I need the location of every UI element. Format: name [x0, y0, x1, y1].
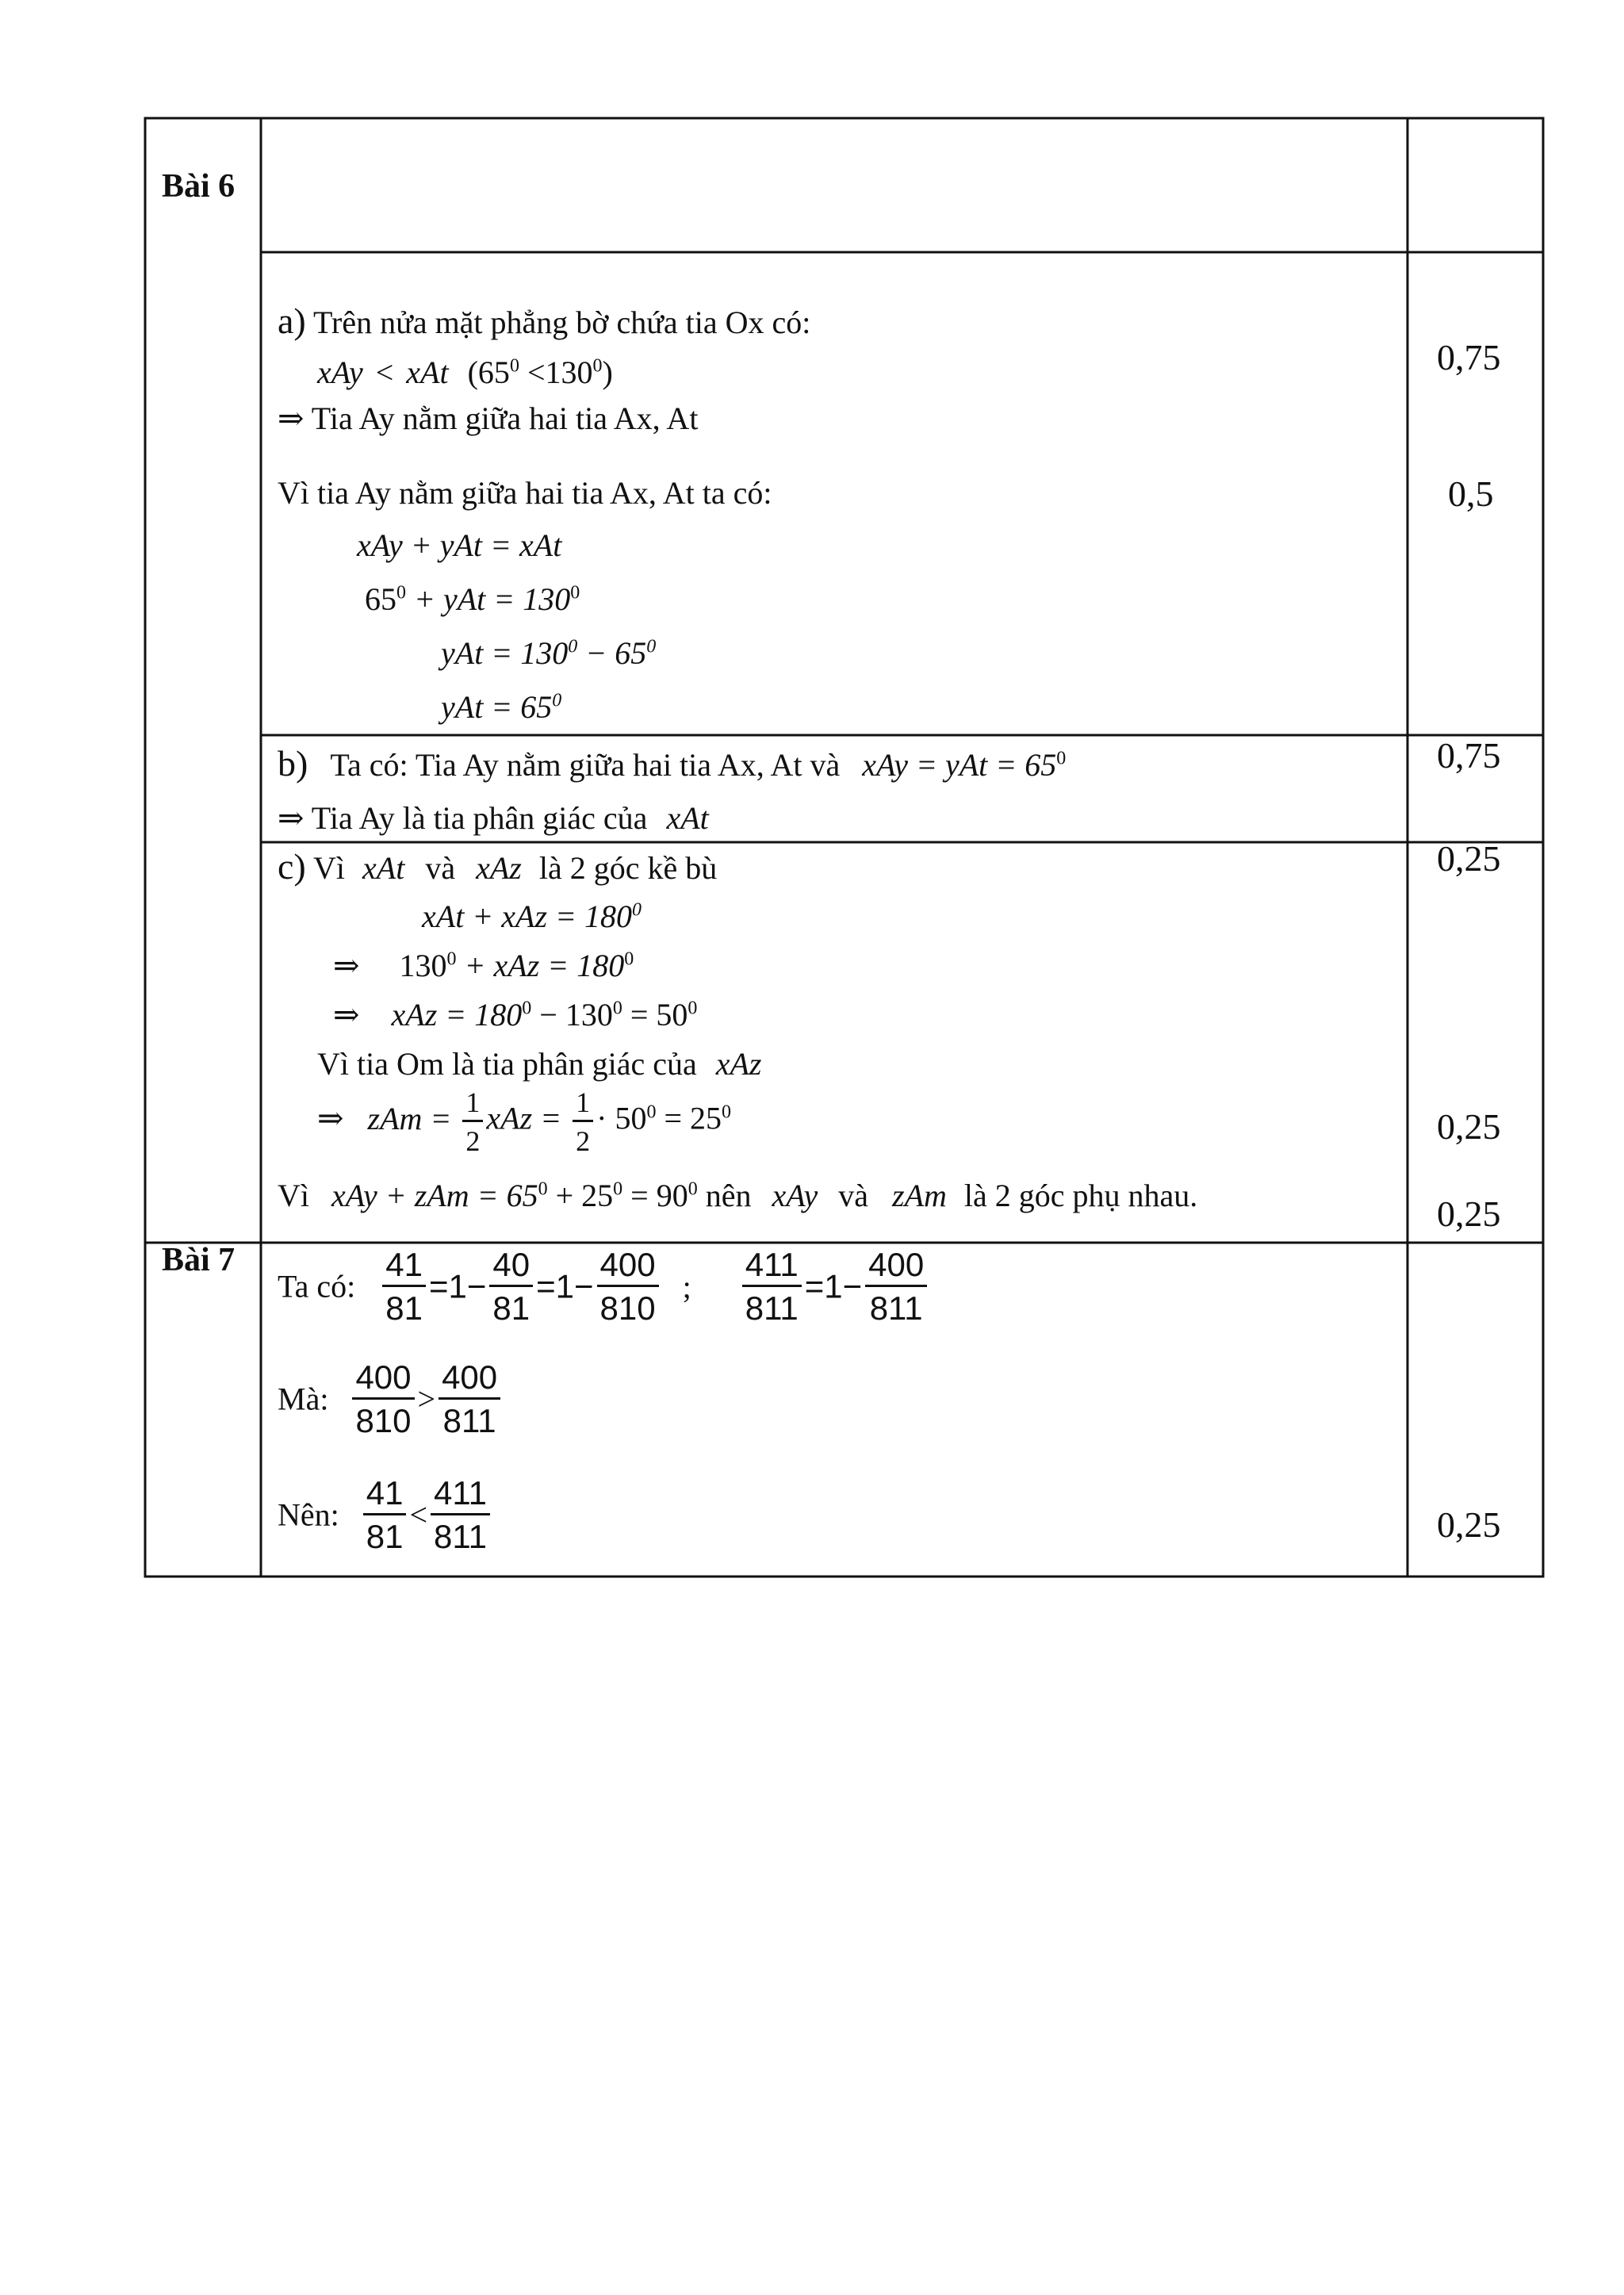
- equals-sign: =: [804, 1267, 825, 1305]
- degree-mark: 0: [552, 690, 562, 711]
- fraction-numerator: 411: [431, 1477, 490, 1515]
- degree-mark: 0: [688, 998, 698, 1019]
- fraction-denominator: 81: [366, 1518, 404, 1555]
- degree-mark: 0: [446, 948, 457, 970]
- part-c-bisector: [317, 1048, 761, 1080]
- degree-mark: 0: [522, 998, 532, 1019]
- fraction-numerator: 1: [462, 1088, 483, 1122]
- degree-mark: 0: [1056, 748, 1067, 769]
- part-c-vi: Vì: [313, 850, 346, 886]
- part-b-conclusion-text: Tia Ay là tia phân giác của: [311, 800, 648, 836]
- part-b-score: 0,75: [1437, 735, 1501, 776]
- angle-xAy: xAy: [772, 1178, 818, 1213]
- eq2-rhs: + xAz = 180: [456, 948, 625, 983]
- part-c-final: [278, 1180, 1197, 1212]
- final-nen: nên: [705, 1178, 752, 1213]
- fraction-denominator: 2: [465, 1125, 481, 1157]
- eq3-lhs: yAt = 130: [441, 635, 569, 671]
- part-a-conclusion: [278, 400, 699, 436]
- implies-arrow-icon: ⇒: [317, 1100, 344, 1136]
- degree-mark: 0: [613, 1178, 623, 1200]
- fraction-41-81: [363, 1474, 407, 1555]
- part-a-eq2: [365, 581, 580, 617]
- angle-xAz: xAz: [715, 1046, 762, 1082]
- part-a-eq1: xAy + yAt = xAt: [357, 527, 562, 563]
- angle-xAy: xAy: [317, 354, 363, 390]
- bai7-line2: [278, 1358, 504, 1439]
- fraction-one-half: [573, 1088, 593, 1155]
- part-a-prefix: a): [278, 301, 306, 341]
- digit-one: 1: [555, 1267, 575, 1305]
- fraction-denominator: 810: [355, 1402, 412, 1439]
- minus-sign: −: [466, 1267, 487, 1305]
- fraction-denominator: 811: [869, 1289, 923, 1327]
- part-c-eq3: [333, 999, 697, 1031]
- semicolon: ;: [682, 1268, 691, 1305]
- part-c-va: và: [425, 850, 456, 886]
- fraction-denominator: 2: [576, 1125, 591, 1157]
- part-c-score-2: 0,25: [1437, 1106, 1501, 1147]
- fraction-numerator: 1: [573, 1088, 593, 1122]
- final-eq-c: = 90: [622, 1178, 688, 1213]
- part-c-intro: [278, 846, 718, 887]
- fraction-one-half: [462, 1088, 483, 1155]
- eq3-result: = 50: [622, 997, 688, 1033]
- bai7-taco: Ta có:: [278, 1268, 356, 1305]
- part-b-statement: [278, 745, 1066, 782]
- implies-arrow-icon: ⇒: [333, 948, 360, 983]
- degree-mark: 0: [646, 1102, 657, 1123]
- final-vi: Vì: [278, 1178, 309, 1213]
- final-eq-b: + 25: [547, 1178, 614, 1213]
- fraction-411-811: [431, 1474, 490, 1555]
- eq2-lhs: 65: [365, 581, 396, 617]
- implies-arrow-icon: ⇒: [278, 800, 304, 836]
- final-eq-a: xAy + zAm = 65: [331, 1178, 538, 1213]
- eq2-rhs: + yAt = 130: [406, 581, 571, 617]
- eq4-text: yAt = 65: [441, 689, 553, 725]
- eq4-mid: xAz =: [486, 1100, 562, 1136]
- eq1-text: xAt + xAz = 180: [422, 898, 633, 934]
- fraction-400-811: [439, 1358, 500, 1439]
- degree-mark: 0: [570, 582, 580, 603]
- digit-one: 1: [448, 1267, 467, 1305]
- angle-zAm: zAm: [892, 1178, 947, 1213]
- part-a-inequality: [317, 354, 613, 390]
- fraction-numerator: 411: [742, 1248, 802, 1287]
- part-a-intro: [278, 303, 810, 339]
- fraction-denominator: 81: [385, 1289, 423, 1327]
- fraction-numerator: 400: [439, 1361, 500, 1400]
- degree-mark: 0: [688, 1178, 698, 1200]
- angle-xAz: xAz: [476, 850, 522, 886]
- minus-sign: −: [842, 1267, 863, 1305]
- fraction-denominator: 810: [599, 1289, 656, 1327]
- part-a-score-2: 0,5: [1448, 473, 1494, 514]
- less-than-sign: <: [375, 354, 394, 390]
- equals-sign: =: [536, 1267, 556, 1305]
- bai7-line3: [278, 1474, 493, 1555]
- angle-xAt: xAt: [362, 850, 405, 886]
- value-65: (65: [467, 354, 510, 390]
- degree-mark: 0: [624, 948, 634, 970]
- part-a-intro-text: Trên nửa mặt phẳng bờ chứa tia Ox có:: [313, 305, 811, 340]
- eq3-lhs: xAz = 180: [391, 997, 523, 1033]
- fraction-denominator: 811: [745, 1289, 799, 1327]
- fraction-400-811: [865, 1248, 927, 1325]
- fraction-411-811: [742, 1248, 802, 1325]
- part-a-eq3: [441, 635, 657, 671]
- fraction-numerator: 400: [352, 1361, 414, 1400]
- fraction-400-810: [352, 1358, 414, 1439]
- degree-mark: 0: [396, 582, 406, 603]
- fraction-numerator: 400: [865, 1248, 927, 1287]
- fraction-40-81: [489, 1248, 533, 1325]
- fraction-denominator: 811: [434, 1518, 488, 1555]
- part-b-text: Ta có: Tia Ay nằm giữa hai tia Ax, At và: [330, 747, 841, 783]
- fraction-numerator: 41: [363, 1477, 407, 1515]
- part-a-conclusion-text: Tia Ay nằm giữa hai tia Ax, At: [311, 400, 699, 436]
- eq4-result: = 25: [656, 1100, 722, 1136]
- degree-mark: 0: [592, 355, 603, 377]
- part-c-eq2: [333, 950, 634, 982]
- minus-sign: −: [574, 1267, 594, 1305]
- part-c-prefix: c): [278, 846, 306, 887]
- less-than-sign: <: [409, 1496, 428, 1533]
- part-c-eq1: [422, 898, 642, 934]
- part-a-eq4: [441, 689, 562, 725]
- angle-xAt: xAt: [666, 800, 709, 836]
- eq4-lhs: zAm =: [367, 1100, 452, 1136]
- eq2-lhs: 130: [399, 948, 447, 983]
- fraction-400-810: [597, 1248, 659, 1325]
- part-a-because: Vì tia Ay nằm giữa hai tia Ax, At ta có:: [278, 475, 772, 511]
- bai7-line1: [278, 1248, 930, 1325]
- eq4-times: · 50: [596, 1100, 647, 1136]
- degree-mark: 0: [646, 636, 657, 657]
- equals-sign: =: [428, 1267, 449, 1305]
- bai6-label: Bài 6: [162, 168, 236, 205]
- greater-than-sign: >: [417, 1381, 436, 1417]
- degree-mark: 0: [568, 636, 578, 657]
- part-b-conclusion: [278, 800, 709, 836]
- value-130: <130: [519, 354, 593, 390]
- degree-mark: 0: [722, 1102, 732, 1123]
- final-va: và: [838, 1178, 868, 1213]
- implies-arrow-icon: ⇒: [278, 400, 304, 436]
- part-c-tail: là 2 góc kề bù: [538, 850, 718, 886]
- fraction-41-81: [382, 1248, 426, 1325]
- part-b-equation: xAy = yAt = 65: [862, 747, 1057, 783]
- fraction-numerator: 40: [489, 1248, 533, 1287]
- fraction-denominator: 811: [442, 1402, 496, 1439]
- bai7-score: 0,25: [1437, 1504, 1501, 1545]
- implies-arrow-icon: ⇒: [333, 997, 360, 1033]
- digit-one: 1: [824, 1267, 843, 1305]
- bai7-ma: Mà:: [278, 1381, 329, 1417]
- eq3-rhs: − 65: [577, 635, 647, 671]
- part-c-score-3: 0,25: [1437, 1193, 1501, 1234]
- part-b-prefix: b): [278, 743, 308, 784]
- degree-mark: 0: [538, 1178, 548, 1200]
- fraction-denominator: 81: [492, 1289, 530, 1327]
- degree-mark: 0: [612, 998, 622, 1019]
- eq3-mid: − 130: [531, 997, 613, 1033]
- fraction-numerator: 41: [382, 1248, 426, 1287]
- part-c-eq4: [317, 1088, 731, 1155]
- part-c-bisector-text: Vì tia Om là tia phân giác của: [317, 1046, 697, 1082]
- final-tail: là 2 góc phụ nhau.: [963, 1178, 1198, 1213]
- part-c-score-1: 0,25: [1437, 838, 1501, 879]
- close-paren: ): [602, 354, 613, 390]
- fraction-numerator: 400: [597, 1248, 659, 1287]
- angle-xAt: xAt: [406, 354, 449, 390]
- bai7-nen: Nên:: [278, 1496, 339, 1533]
- part-a-score-1: 0,75: [1437, 337, 1501, 377]
- degree-mark: 0: [632, 899, 642, 921]
- bai7-label: Bài 7: [162, 1242, 236, 1278]
- degree-mark: 0: [509, 355, 519, 377]
